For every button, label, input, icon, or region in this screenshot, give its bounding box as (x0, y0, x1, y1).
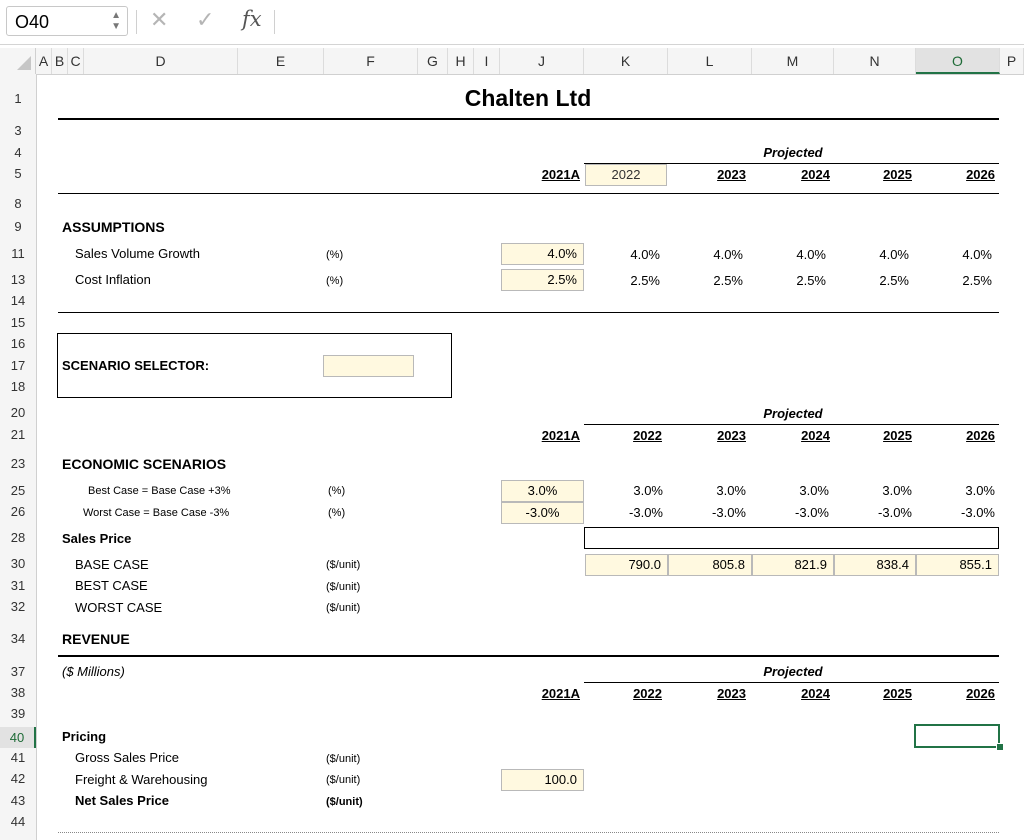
sales-price-box (584, 527, 999, 549)
revenue-rule (58, 655, 999, 657)
year-header: 2024 (801, 686, 830, 701)
unit-label: (%) (328, 507, 346, 519)
year-header: 2022 (633, 686, 662, 701)
year-header: 2021A (541, 686, 580, 701)
year-header: 2023 (717, 428, 746, 443)
input-cell[interactable]: 2.5% (501, 269, 584, 291)
column-header-e[interactable]: E (238, 48, 324, 74)
row-header[interactable]: 8 (14, 196, 22, 211)
year-header: 2026 (966, 686, 995, 701)
year-header: 2024 (801, 428, 830, 443)
unit-label: ($/unit) (326, 796, 363, 808)
year-header-cell[interactable]: 2022 (585, 164, 667, 186)
value-cell: 2.5% (796, 273, 826, 288)
column-header-f[interactable]: F (324, 48, 418, 74)
year-header: 2024 (801, 167, 830, 182)
sales-price-heading: Sales Price (62, 531, 132, 546)
row-header[interactable]: 23 (10, 456, 26, 471)
formula-bar (0, 0, 1024, 45)
value-cell: 4.0% (879, 247, 909, 262)
column-header-g[interactable]: G (418, 48, 448, 74)
year-header: 2023 (717, 686, 746, 701)
row-label: Freight & Warehousing (75, 772, 208, 787)
row-label: Sales Volume Growth (75, 246, 201, 261)
input-cell[interactable]: 4.0% (501, 243, 584, 265)
row-header[interactable]: 42 (10, 771, 26, 786)
row-header[interactable]: 43 (10, 793, 26, 808)
name-box-stepper-icon[interactable]: ▲ ▼ (111, 10, 121, 32)
row-header[interactable]: 21 (10, 427, 26, 442)
row-header[interactable]: 34 (10, 631, 26, 646)
function-icon[interactable]: fx (242, 7, 262, 31)
input-cell[interactable]: 838.4 (834, 554, 916, 576)
row-header[interactable]: 14 (10, 293, 26, 308)
row-header[interactable]: 26 (10, 504, 26, 519)
column-header-b[interactable]: B (52, 48, 68, 74)
unit-label: ($/unit) (326, 774, 361, 786)
value-cell: -3.0% (795, 505, 829, 520)
row-label: Gross Sales Price (75, 750, 180, 765)
row-header[interactable]: 32 (10, 599, 26, 614)
select-all-icon (17, 56, 31, 70)
row-label: BASE CASE (75, 557, 149, 572)
value-cell: 2.5% (962, 273, 992, 288)
column-header-o[interactable]: O (916, 48, 1000, 74)
value-cell: 4.0% (630, 247, 660, 262)
input-cell[interactable]: 821.9 (752, 554, 834, 576)
row-label: BEST CASE (75, 578, 148, 593)
row-header[interactable]: 37 (10, 664, 26, 679)
projected-label: Projected (763, 664, 823, 679)
formula-input[interactable] (278, 8, 1018, 34)
row-header[interactable]: 5 (14, 166, 22, 181)
column-headers (0, 48, 1024, 75)
value-cell: 2.5% (713, 273, 743, 288)
year-header: 2022 (633, 428, 662, 443)
section-rule (58, 312, 999, 313)
units-note: ($ Millions) (62, 664, 125, 679)
row-header[interactable]: 28 (10, 530, 26, 545)
year-header: 2025 (883, 428, 912, 443)
column-header-a[interactable]: A (36, 48, 52, 74)
column-header-l[interactable]: L (668, 48, 752, 74)
row-header[interactable]: 31 (10, 578, 26, 593)
input-cell[interactable]: 3.0% (501, 480, 584, 502)
fill-handle[interactable] (996, 743, 1004, 751)
column-header-p[interactable]: P (1000, 48, 1024, 74)
row-header[interactable]: 15 (10, 315, 26, 330)
input-cell[interactable]: 805.8 (668, 554, 752, 576)
row-header[interactable]: 16 (10, 336, 26, 351)
value-cell: -3.0% (629, 505, 663, 520)
assumptions-heading: ASSUMPTIONS (62, 219, 165, 235)
input-cell[interactable]: 855.1 (916, 554, 999, 576)
section-rule (58, 193, 999, 194)
input-cell[interactable]: 100.0 (501, 769, 584, 791)
value-cell: 4.0% (796, 247, 826, 262)
value-cell: 3.0% (633, 483, 663, 498)
projected-label: Projected (763, 145, 823, 160)
value-cell: -3.0% (878, 505, 912, 520)
year-header: 2025 (883, 167, 912, 182)
column-header-h[interactable]: H (448, 48, 474, 74)
year-header: 2021A (541, 167, 580, 182)
value-cell: 2.5% (630, 273, 660, 288)
divider (136, 10, 137, 34)
scenario-selector-label: SCENARIO SELECTOR: (62, 358, 210, 373)
row-header[interactable]: 11 (11, 246, 25, 261)
projected-rule (584, 424, 999, 425)
value-cell: -3.0% (712, 505, 746, 520)
value-cell: 3.0% (716, 483, 746, 498)
row-header[interactable]: 1 (14, 91, 22, 106)
projected-rule (584, 682, 999, 683)
row-label: Best Case = Base Case +3% (88, 485, 231, 497)
select-all-button[interactable] (0, 48, 36, 74)
row-label: Worst Case = Base Case -3% (83, 507, 230, 519)
year-header: 2026 (966, 428, 995, 443)
row-label: WORST CASE (75, 600, 163, 615)
scenario-selector-input[interactable] (323, 355, 414, 377)
row-header[interactable]: 30 (10, 556, 26, 571)
column-header-i[interactable]: I (474, 48, 500, 74)
title-rule (58, 118, 999, 120)
row-label: Net Sales Price (75, 793, 169, 808)
cancel-icon[interactable]: ✕ (150, 7, 169, 32)
column-header-n[interactable]: N (834, 48, 916, 74)
economic-scenarios-heading: ECONOMIC SCENARIOS (62, 456, 227, 472)
unit-label: (%) (328, 485, 346, 497)
year-header: 2026 (966, 167, 995, 182)
column-header-m[interactable]: M (752, 48, 834, 74)
row-header[interactable]: 9 (14, 219, 22, 234)
name-box-value: O40 (15, 12, 50, 32)
value-cell: 2.5% (879, 273, 909, 288)
row-header[interactable]: 20 (10, 405, 26, 420)
enter-icon[interactable]: ✓ (196, 7, 215, 32)
value-cell: 4.0% (713, 247, 743, 262)
row-header[interactable]: 38 (10, 685, 26, 700)
value-cell: -3.0% (961, 505, 995, 520)
unit-label: ($/unit) (326, 581, 361, 593)
column-header-j[interactable]: J (500, 48, 584, 74)
year-header: 2021A (541, 428, 580, 443)
column-header-c[interactable]: C (68, 48, 84, 74)
row-header[interactable]: 17 (10, 358, 26, 373)
active-cell-o40[interactable] (914, 724, 1000, 748)
row-header[interactable]: 13 (10, 272, 26, 287)
value-cell: 3.0% (965, 483, 995, 498)
row-header[interactable]: 25 (10, 483, 26, 498)
name-box[interactable] (6, 6, 128, 36)
column-header-k[interactable]: K (584, 48, 668, 74)
row-header-selected[interactable]: 40 (0, 727, 36, 748)
sheet-title: Chalten Ltd (464, 85, 592, 111)
unit-label: ($/unit) (326, 753, 361, 765)
input-cell[interactable]: 790.0 (585, 554, 668, 576)
unit-label: ($/unit) (326, 559, 361, 571)
row-header[interactable]: 41 (10, 750, 26, 765)
row-header[interactable]: 39 (10, 706, 26, 721)
divider (274, 10, 275, 34)
revenue-heading: REVENUE (62, 631, 130, 647)
value-cell: 3.0% (799, 483, 829, 498)
input-cell[interactable]: -3.0% (501, 502, 584, 524)
year-header: 2023 (717, 167, 746, 182)
value-cell: 4.0% (962, 247, 992, 262)
unit-label: ($/unit) (326, 602, 361, 614)
value-cell: 3.0% (882, 483, 912, 498)
column-header-d[interactable]: D (84, 48, 238, 74)
year-header: 2025 (883, 686, 912, 701)
section-rule (58, 832, 999, 833)
unit-label: (%) (326, 275, 344, 287)
row-headers (0, 74, 37, 840)
unit-label: (%) (326, 249, 344, 261)
row-header[interactable]: 18 (10, 379, 26, 394)
row-header[interactable]: 3 (14, 123, 22, 138)
projected-label: Projected (763, 406, 823, 421)
pricing-heading: Pricing (62, 729, 107, 744)
row-label: Cost Inflation (75, 272, 151, 287)
row-header[interactable]: 44 (10, 814, 26, 829)
row-header[interactable]: 4 (14, 145, 22, 160)
